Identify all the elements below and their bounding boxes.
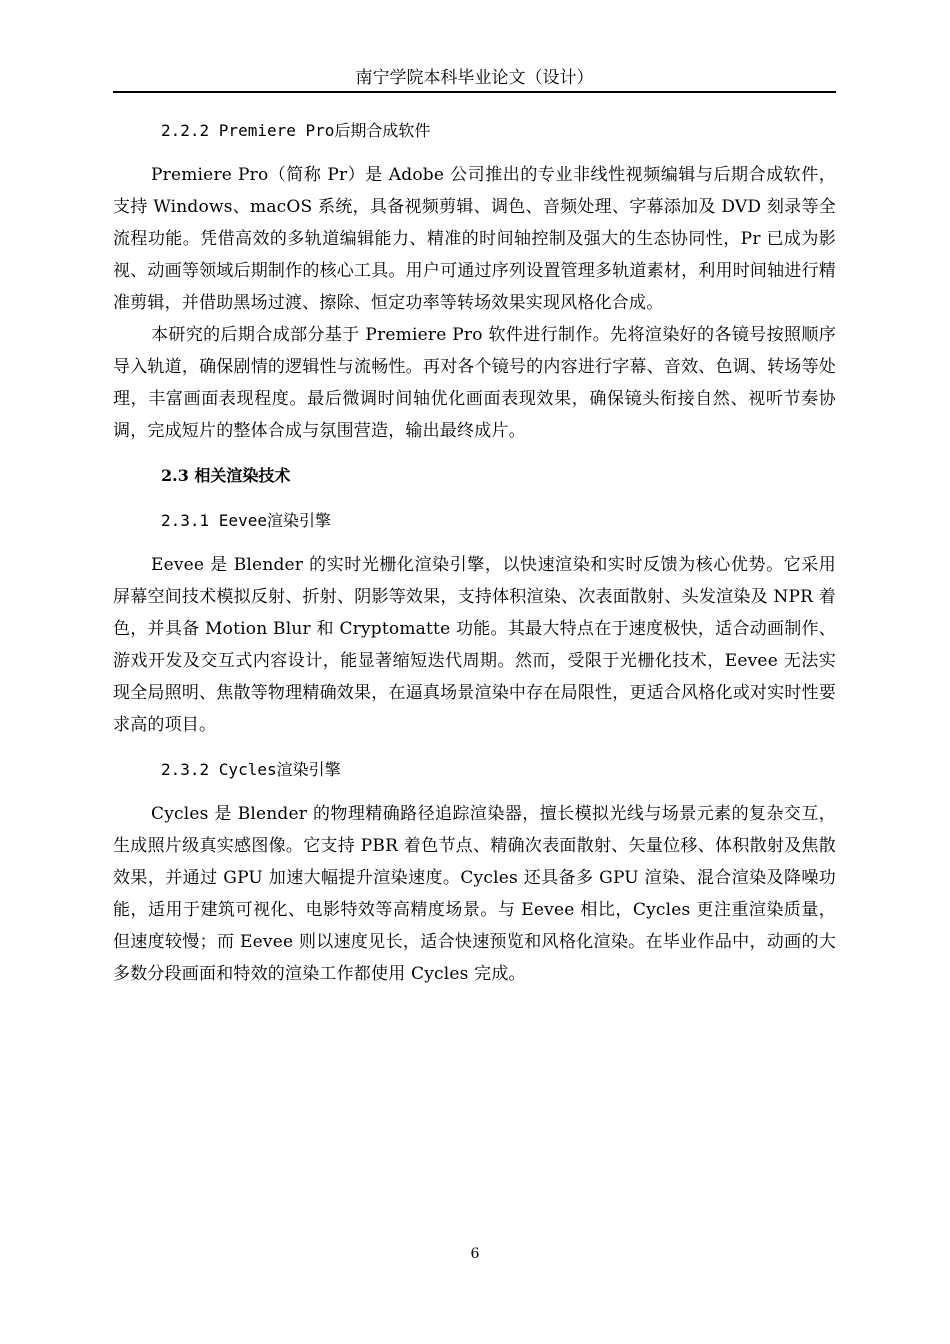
header-title: 南宁学院本科毕业论文（设计）	[355, 68, 594, 88]
heading-2-3-1	[113, 505, 836, 537]
paragraph-premiere-usage: 本研究的后期合成部分基于 Premiere Pro 软件进行制作。先将渲染好的各镜号按照顺序导入轨道，确保剧情的逻辑性与流畅性。再对各个镜号的内容进行字幕、音效、色调、转场等处理，丰富画面表现程度。最后微调时间轴优化画面表现效果，确保镜头衔接自然、视听节奏协调，完成短片的整体合成与氛围营造，输出最终成片。	[113, 325, 836, 441]
spacer	[113, 492, 836, 505]
heading-2-3-2-title: 渲染引擎	[276, 760, 341, 779]
paragraph-cycles: Cycles 是 Blender 的物理精确路径追踪渲染器，擅长模拟光线与场景元素的复杂交互，生成照片级真实感图像。它支持 PBR 着色节点、精确次表面散射、矢量位移、体积散射及焦散效果，并通过 GPU 加速大幅提升渲染速度。Cycles 还具备多 GPU 渲染、混合渲染及降噪功能，适用于建筑可视化、电影特效等高精度场景。与 Eevee 相比，Cycles 更注重渲染质量，但速度较慢；而 Eevee 则以速度见长，适合快速预览和风格化渲染。在毕业作品中，动画的大多数分段画面和特效的渲染工作都使用 Cycles 完成。	[113, 804, 836, 984]
paragraph-eevee: Eevee 是 Blender 的实时光栅化渲染引擎，以快速渲染和实时反馈为核心优势。它采用屏幕空间技术模拟反射、折射、阴影等效果，支持体积渲染、次表面散射、头发渲染及 NPR 着色，并具备 Motion Blur 和 Cryptomatte 功能。其最大特点在于速度极快，适合动画制作、游戏开发及交互式内容设计，能显著缩短迭代周期。然而，受限于光栅化技术，Eevee 无法实现全局照明、焦散等物理精确效果，在逼真场景渲染中存在局限性，更适合风格化或对实时性要求高的项目。	[113, 555, 836, 735]
page-body	[113, 115, 836, 990]
spacer	[113, 147, 836, 159]
heading-2-3-1-title: 渲染引擎	[266, 511, 331, 530]
heading-2-2-2-title: 后期合成软件	[334, 121, 431, 140]
spacer	[113, 786, 836, 798]
heading-2-2-2-number: 2.2.2 Premiere Pro	[161, 121, 335, 140]
spacer	[113, 447, 836, 460]
page-header	[113, 66, 836, 93]
heading-2-3-2-number: 2.3.2 Cycles	[161, 760, 277, 779]
paragraph-premiere-intro: Premiere Pro（简称 Pr）是 Adobe 公司推出的专业非线性视频编辑与后期合成软件，支持 Windows、macOS 系统，具备视频剪辑、调色、音频处理、字幕添加及 DVD 刻录等全流程功能。凭借高效的多轨道编辑能力、精准的时间轴控制及强大的生态协同性，Pr 已成为影视、动画等领域后期制作的核心工具。用户可通过序列设置管理多轨道素材，利用时间轴进行精准剪辑，并借助黑场过渡、擦除、恒定功率等转场效果实现风格化合成。	[113, 165, 836, 313]
heading-2-3: 2.3 相关渲染技术	[161, 466, 291, 485]
spacer	[113, 537, 836, 549]
spacer	[113, 741, 836, 754]
page-number: 6	[470, 1246, 480, 1262]
page-footer	[0, 1244, 950, 1264]
heading-2-3-2	[113, 754, 836, 786]
heading-2-2-2	[113, 115, 836, 147]
heading-2-3-1-number: 2.3.1 Eevee	[161, 511, 267, 530]
